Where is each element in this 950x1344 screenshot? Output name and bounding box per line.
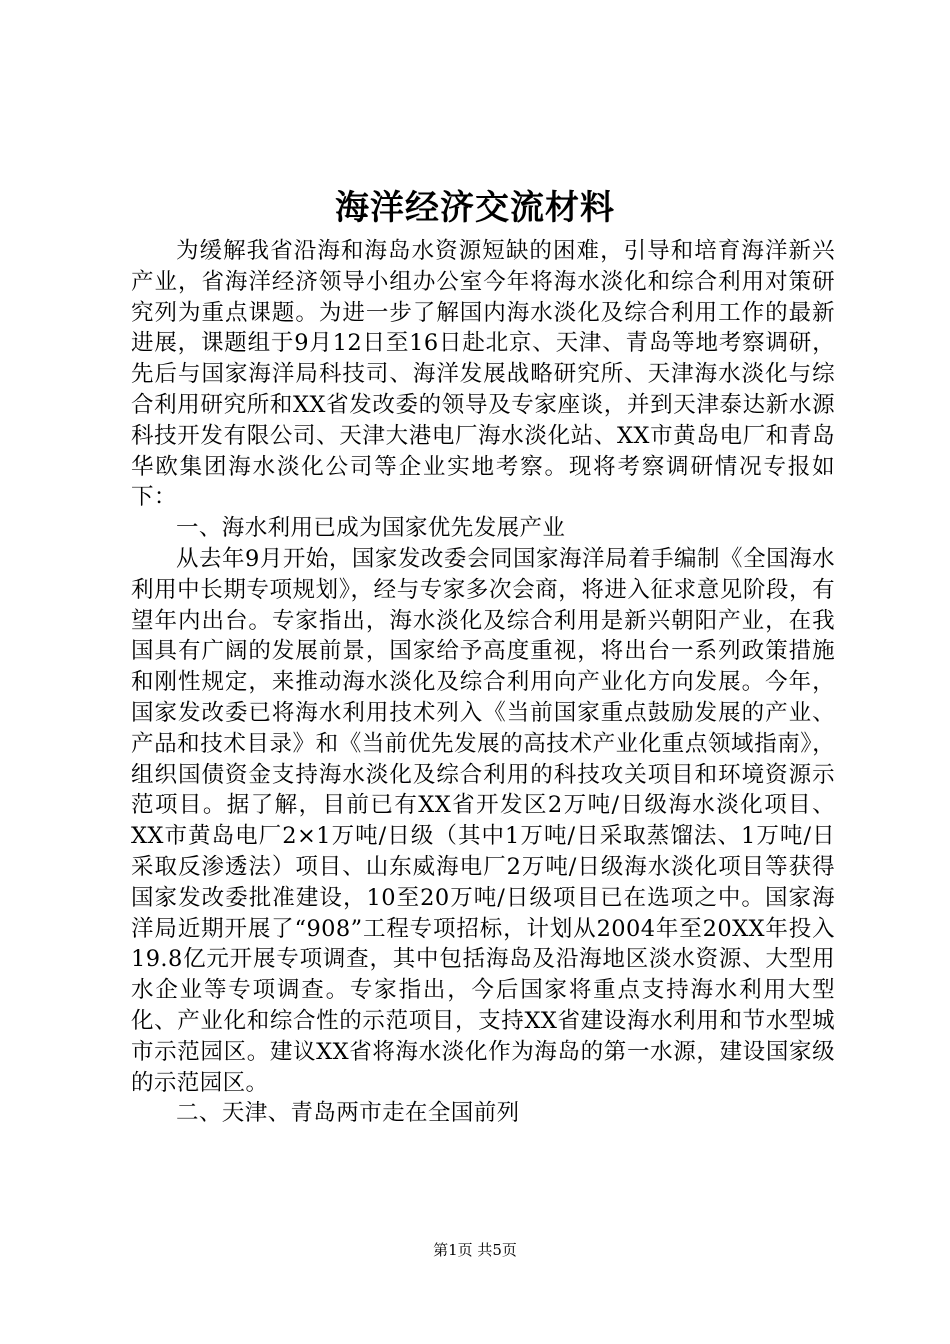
section-heading-2: 二、天津、青岛两市走在全国前列 bbox=[176, 1100, 520, 1127]
paragraph-section-1: 从去年9月开始，国家发改委会同国家海洋局着手编制《全国海水利用中长期专项规划》，经与专家多次会商，将进入征求意见阶段，有望年内出台。专家指出，海水淡化及综合利用是新兴朝阳产业，在我国具有广阔的发展前景，国家给予高度重视，将出台一系列政策措施和刚性规定，来推动海水淡化及综合利用向产业化方向发展。今年，国家发改委已将海水利用技术列入《当前国家重点鼓励发展的产业、产品和技术目录》和《当前优先发展的高技术产业化重点领域指南》，组织国债资金支持海水淡化及综合利用的科技攻关项目和环境资源示范项目。据了解，目前已有XX省开发区2万吨/日级海水淡化项目、XX市黄岛电厂2×1万吨/日级（其中1万吨/日采取蒸馏法、1万吨/日采取反渗透法）项目、山东威海电厂2万吨/日级海水淡化项目等获得国家发改委批准建设，10至20万吨/日级项目已在选项之中。国家海洋局近期开展了“908”工程专项招标，计划从2004年至20XX年投入19.8亿元开展专项调查，其中包括海岛及沿海地区淡水资源、大型用水企业等专项调查。专家指出，今后国家将重点支持海水利用大型化、产业化和综合性的示范项目，支持XX省建设海水利用和节水型城市示范园区。建议XX省将海水淡化作为海岛的第一水源，建设国家级的示范园区。 bbox=[131, 545, 835, 1096]
page-footer: 第1页 共5页 bbox=[433, 1241, 517, 1259]
paragraph-intro: 为缓解我省沿海和海岛水资源短缺的困难，引导和培育海洋新兴产业，省海洋经济领导小组办公室今年将海水淡化和综合利用对策研究列为重点课题。为进一步了解国内海水淡化及综合利用工作的最新进展，课题组于9月12日至16日赴北京、天津、青岛等地考察调研，先后与国家海洋局科技司、海洋发展战略研究所、天津海水淡化与综合利用研究所和XX省发改委的领导及专家座谈，并到天津泰达新水源科技开发有限公司、天津大港电厂海水淡化站、XX市黄岛电厂和青岛华欧集团海水淡化公司等企业实地考察。现将考察调研情况专报如下： bbox=[131, 238, 835, 511]
document-body bbox=[131, 236, 835, 1129]
section-heading-1: 一、海水利用已成为国家优先发展产业 bbox=[176, 515, 566, 542]
document-title: 海洋经济交流材料 bbox=[335, 188, 615, 228]
